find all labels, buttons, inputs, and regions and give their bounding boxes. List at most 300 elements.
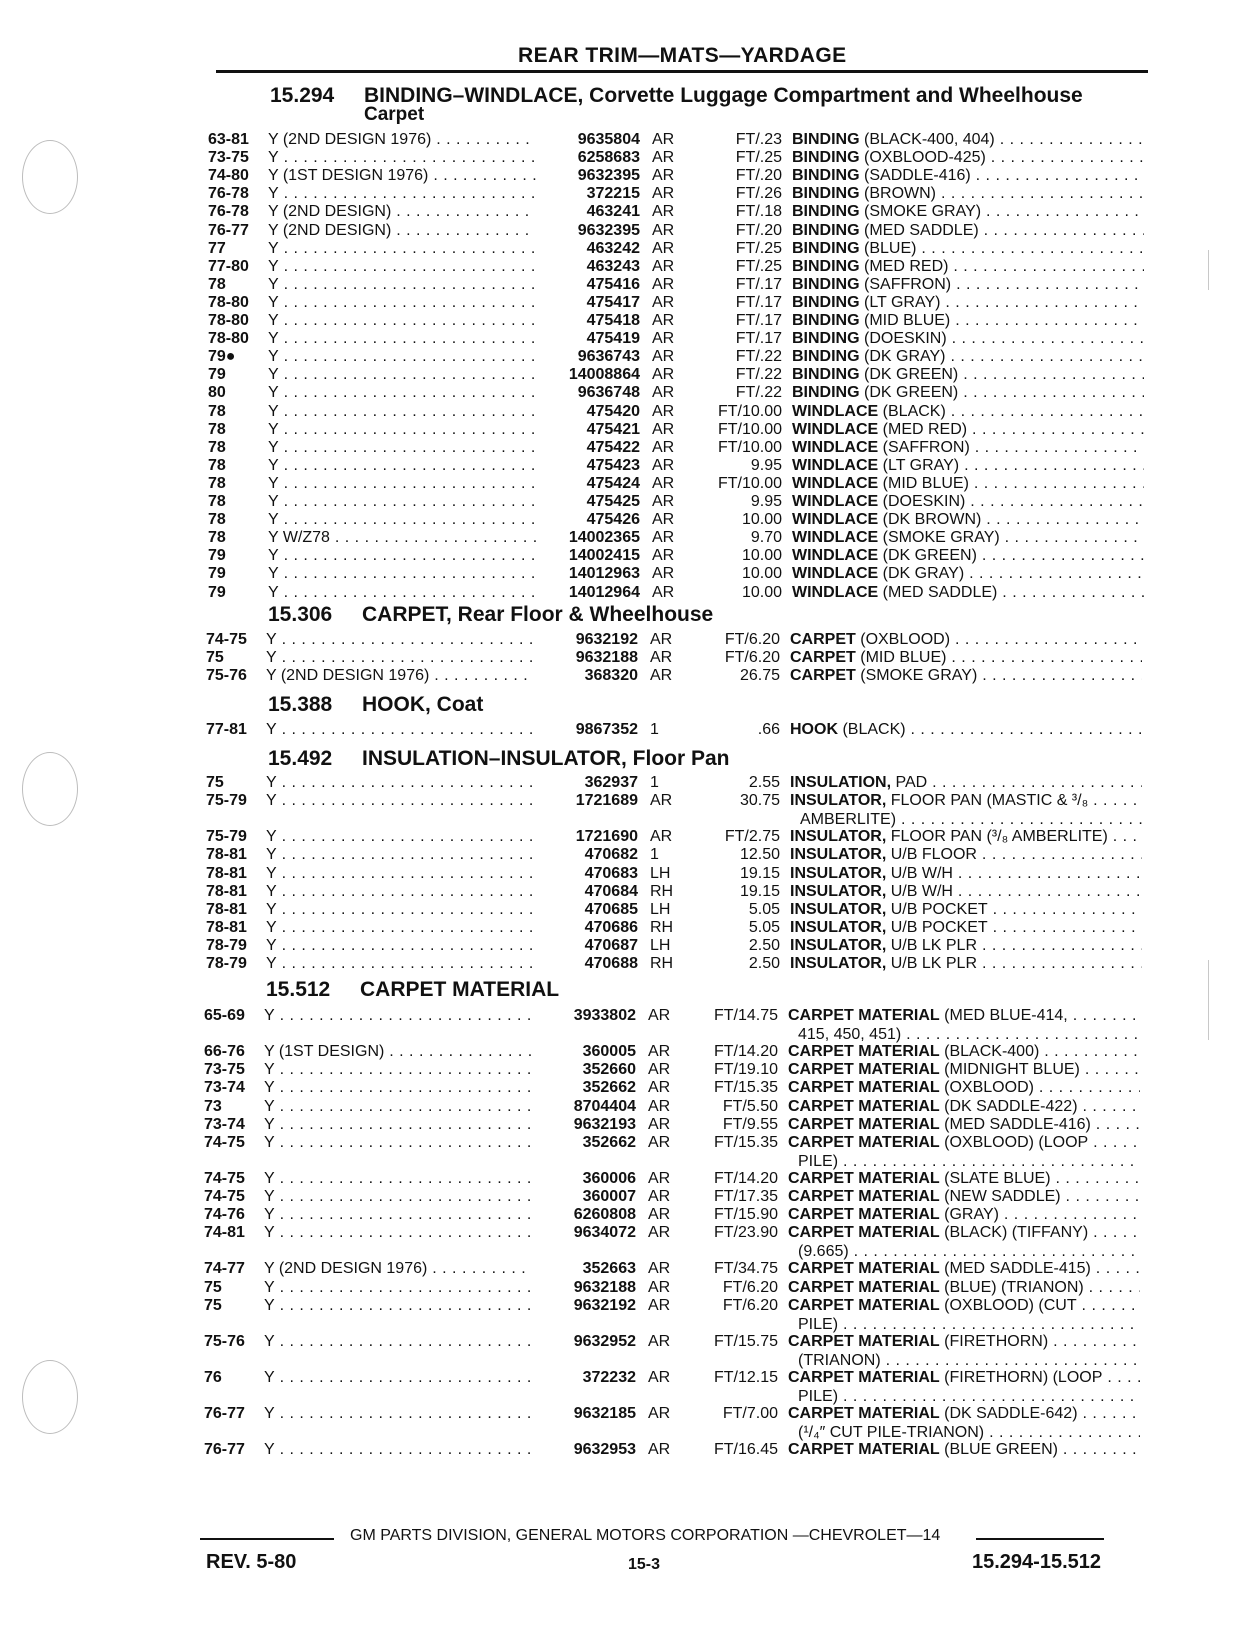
part-name-keyword: BINDING bbox=[792, 149, 860, 167]
part-name bbox=[792, 546, 1144, 565]
quantity: AR bbox=[652, 493, 675, 510]
quantity: AR bbox=[650, 792, 673, 810]
part-name-spec: (BLACK-400, 404) bbox=[864, 131, 995, 148]
quantity: AR bbox=[652, 131, 675, 148]
part-name-spec: (BLUE) (TRIANON) bbox=[944, 1278, 1084, 1296]
part-name-spec: (DK GRAY) bbox=[864, 348, 946, 366]
part-number: 9632188 bbox=[573, 1278, 636, 1296]
part-name bbox=[788, 1133, 1140, 1152]
part-name-keyword: CARPET MATERIAL bbox=[788, 1061, 940, 1079]
part-name bbox=[788, 1187, 1140, 1206]
binder-hole-mark bbox=[22, 140, 78, 214]
part-name-keyword: CARPET MATERIAL bbox=[788, 1097, 940, 1115]
part-name-keyword: BINDING bbox=[792, 275, 860, 293]
price: FT/34.75 bbox=[713, 1260, 778, 1278]
part-name bbox=[792, 474, 1144, 493]
part-name-keyword: BINDING bbox=[792, 366, 860, 384]
part-name bbox=[792, 130, 1144, 149]
quantity: AR bbox=[650, 828, 673, 846]
quantity: AR bbox=[652, 583, 675, 601]
price: FT/19.10 bbox=[713, 1061, 778, 1079]
model-years: 79● bbox=[208, 348, 236, 366]
part-name-keyword: WINDLACE bbox=[792, 493, 879, 510]
part-name-keyword: CARPET MATERIAL bbox=[788, 1115, 940, 1133]
part-name bbox=[792, 202, 1144, 221]
part-name-keyword: CARPET MATERIAL bbox=[788, 1369, 940, 1386]
part-number: 475418 bbox=[586, 312, 640, 329]
model-years: 77-80 bbox=[208, 257, 249, 275]
usage-description: Y . . . bbox=[264, 1205, 532, 1224]
part-name-keyword: CARPET MATERIAL bbox=[788, 1188, 940, 1205]
part-row bbox=[204, 1060, 1144, 1079]
section-heading bbox=[268, 747, 730, 771]
part-name bbox=[792, 510, 1144, 529]
part-row bbox=[206, 666, 1146, 685]
part-name bbox=[788, 1259, 1140, 1278]
part-row bbox=[206, 882, 1146, 901]
quantity: AR bbox=[652, 366, 675, 384]
part-row bbox=[204, 1278, 1144, 1297]
model-years: 78-80 bbox=[208, 312, 249, 329]
model-years: 77 bbox=[208, 239, 226, 257]
part-name-keyword: CARPET MATERIAL bbox=[788, 1441, 940, 1459]
part-number: 1721690 bbox=[575, 828, 638, 846]
part-name-spec: (SMOKE GRAY) bbox=[882, 529, 1000, 547]
part-name-keyword: INSULATION, bbox=[790, 774, 892, 791]
usage-description: Y . . . bbox=[266, 648, 534, 667]
part-name-continued: PILE) . . . bbox=[798, 1152, 1140, 1171]
part-number: 372215 bbox=[586, 185, 640, 203]
part-number: 1721689 bbox=[575, 792, 638, 810]
part-name-spec: (MED RED) bbox=[882, 420, 968, 438]
quantity: AR bbox=[648, 1133, 671, 1151]
usage-description: Y . . . bbox=[268, 311, 536, 330]
usage-description: Y (2ND DESIGN 1976) . . . bbox=[264, 1259, 532, 1278]
part-number: 352660 bbox=[582, 1061, 636, 1079]
footer-revision: REV. 5-80 bbox=[206, 1551, 297, 1573]
quantity: AR bbox=[648, 1115, 671, 1133]
quantity: AR bbox=[652, 529, 675, 547]
price: FT/.23 bbox=[735, 131, 782, 148]
part-name bbox=[788, 1042, 1140, 1061]
part-row bbox=[208, 130, 1148, 149]
part-row bbox=[204, 1187, 1144, 1206]
price: 12.50 bbox=[739, 846, 780, 864]
part-row bbox=[208, 546, 1148, 565]
usage-description: Y (2ND DESIGN 1976) . . . bbox=[266, 666, 534, 685]
part-name-continued: (¹/₄″ CUT PILE-TRIANON) . . . bbox=[798, 1423, 1140, 1442]
part-name-spec: (MED SADDLE-416) bbox=[944, 1115, 1091, 1133]
part-row bbox=[204, 1259, 1144, 1278]
quantity: 1 bbox=[650, 774, 659, 791]
model-years: 78 bbox=[208, 402, 226, 420]
part-number: 14012963 bbox=[568, 565, 640, 583]
part-name-spec: U/B W/H bbox=[890, 864, 953, 882]
quantity: AR bbox=[652, 330, 675, 348]
price: FT/.20 bbox=[735, 167, 782, 185]
model-years: 78 bbox=[208, 438, 226, 456]
quantity: AR bbox=[648, 1224, 671, 1242]
price: 2.50 bbox=[748, 955, 780, 972]
part-name bbox=[792, 492, 1144, 511]
usage-description: Y . . . bbox=[268, 383, 536, 402]
part-name-spec: U/B FLOOR bbox=[890, 846, 977, 864]
usage-description: Y . . . bbox=[264, 1404, 532, 1423]
price: 9.70 bbox=[750, 529, 782, 547]
footer-corp: GM PARTS DIVISION, GENERAL MOTORS CORPORATION —CHEVROLET—14 bbox=[350, 1527, 941, 1544]
model-years: 75 bbox=[204, 1278, 222, 1296]
part-row bbox=[206, 845, 1146, 864]
part-number: 8704404 bbox=[573, 1097, 636, 1115]
part-name-keyword: CARPET MATERIAL bbox=[788, 1278, 940, 1296]
part-name bbox=[792, 275, 1144, 294]
model-years: 76-77 bbox=[204, 1405, 245, 1423]
price: FT/17.35 bbox=[713, 1188, 778, 1205]
part-row bbox=[208, 275, 1148, 294]
price: FT/15.90 bbox=[713, 1206, 778, 1224]
usage-description: Y . . . bbox=[264, 1278, 532, 1297]
quantity: AR bbox=[648, 1405, 671, 1423]
part-name-keyword: INSULATOR, bbox=[790, 955, 887, 972]
section-heading bbox=[268, 603, 713, 627]
part-name-keyword: BINDING bbox=[792, 167, 860, 185]
model-years: 78-81 bbox=[206, 846, 247, 864]
part-name-keyword: BINDING bbox=[792, 131, 860, 148]
part-number: 9632395 bbox=[577, 221, 640, 239]
part-name bbox=[792, 528, 1144, 547]
part-name-keyword: WINDLACE bbox=[792, 565, 879, 583]
part-name-keyword: WINDLACE bbox=[792, 474, 879, 492]
price: FT/.17 bbox=[735, 275, 782, 293]
usage-description: Y . . . bbox=[268, 275, 536, 294]
part-number: 9632192 bbox=[573, 1296, 636, 1314]
usage-description: Y . . . bbox=[268, 474, 536, 493]
part-name bbox=[792, 166, 1144, 185]
part-number: 470682 bbox=[584, 846, 638, 864]
price: 5.05 bbox=[748, 918, 780, 936]
model-years: 76 bbox=[204, 1369, 222, 1386]
part-row bbox=[204, 1440, 1144, 1459]
model-years: 78 bbox=[208, 529, 226, 547]
part-name bbox=[788, 1006, 1140, 1025]
price: 2.50 bbox=[748, 936, 780, 954]
part-name-spec: (BLACK) (TIFFANY) bbox=[944, 1224, 1089, 1242]
part-row bbox=[206, 864, 1146, 883]
quantity: AR bbox=[650, 649, 673, 667]
price: 19.15 bbox=[739, 882, 780, 900]
part-name-keyword: CARPET MATERIAL bbox=[788, 1296, 940, 1314]
part-name bbox=[792, 583, 1144, 602]
part-number: 470685 bbox=[584, 900, 638, 918]
usage-description: Y . . . bbox=[266, 791, 534, 810]
part-number: 463242 bbox=[586, 239, 640, 257]
part-name-keyword: WINDLACE bbox=[792, 529, 879, 547]
part-name bbox=[788, 1060, 1140, 1079]
part-row bbox=[204, 1006, 1144, 1043]
part-name-spec: (BROWN) bbox=[864, 185, 936, 203]
model-years: 74-77 bbox=[204, 1260, 245, 1278]
part-name-keyword: CARPET MATERIAL bbox=[788, 1169, 940, 1187]
part-row bbox=[208, 438, 1148, 457]
part-number: 362937 bbox=[584, 774, 638, 791]
part-number: 9632192 bbox=[575, 631, 638, 648]
quantity: AR bbox=[652, 547, 675, 565]
part-row bbox=[204, 1205, 1144, 1224]
section-title: CARPET MATERIAL bbox=[360, 978, 560, 1001]
quantity: AR bbox=[652, 402, 675, 420]
part-row bbox=[204, 1223, 1144, 1261]
part-name-continued: PILE) . . . bbox=[798, 1387, 1140, 1406]
part-name bbox=[792, 184, 1144, 203]
price: FT/7.00 bbox=[722, 1405, 778, 1423]
part-name-spec: U/B W/H bbox=[890, 882, 953, 900]
part-name-spec: (BLUE GREEN) bbox=[944, 1441, 1058, 1459]
part-name-spec: (DK GREEN) bbox=[882, 547, 977, 565]
quantity: AR bbox=[652, 511, 675, 529]
part-number: 470683 bbox=[584, 864, 638, 882]
part-name-spec: (DK BROWN) bbox=[882, 511, 982, 529]
quantity: LH bbox=[650, 864, 671, 882]
part-name-keyword: WINDLACE bbox=[792, 420, 879, 438]
part-row bbox=[204, 1169, 1144, 1188]
part-number: 352662 bbox=[582, 1133, 636, 1151]
part-name-keyword: CARPET MATERIAL bbox=[788, 1079, 940, 1097]
part-name bbox=[788, 1368, 1140, 1387]
usage-description: Y . . . bbox=[268, 184, 536, 203]
part-name-spec: U/B POCKET bbox=[890, 918, 988, 936]
part-name bbox=[788, 1078, 1140, 1097]
part-name bbox=[790, 882, 1142, 901]
usage-description: Y . . . bbox=[268, 420, 536, 439]
part-name-spec: (SLATE BLUE) bbox=[944, 1169, 1051, 1187]
price: 5.05 bbox=[748, 900, 780, 918]
price: FT/10.00 bbox=[717, 438, 782, 456]
part-number: 9634072 bbox=[573, 1224, 636, 1242]
price: FT/.17 bbox=[735, 293, 782, 311]
part-number: 9632395 bbox=[577, 167, 640, 185]
page-header: REAR TRIM—MATS—YARDAGE bbox=[518, 44, 847, 67]
model-years: 78-81 bbox=[206, 900, 247, 918]
quantity: AR bbox=[652, 438, 675, 456]
part-name-keyword: CARPET MATERIAL bbox=[788, 1332, 940, 1350]
quantity: 1 bbox=[650, 721, 659, 738]
part-name-keyword: CARPET MATERIAL bbox=[788, 1043, 940, 1061]
price: FT/14.20 bbox=[713, 1169, 778, 1187]
part-row bbox=[206, 936, 1146, 955]
price: 10.00 bbox=[741, 583, 782, 601]
part-name bbox=[788, 1296, 1140, 1315]
part-row bbox=[208, 528, 1148, 547]
price: FT/14.20 bbox=[713, 1043, 778, 1061]
part-number: 9632952 bbox=[573, 1332, 636, 1350]
part-name bbox=[792, 420, 1144, 439]
price: FT/6.20 bbox=[724, 649, 780, 667]
usage-description: Y (1ST DESIGN 1976) . . . bbox=[268, 166, 536, 185]
part-name-keyword: INSULATOR, bbox=[790, 882, 887, 900]
price: FT/15.35 bbox=[713, 1133, 778, 1151]
part-number: 9632188 bbox=[575, 649, 638, 667]
price: 10.00 bbox=[741, 547, 782, 565]
price: FT/9.55 bbox=[722, 1115, 778, 1133]
part-number: 475421 bbox=[586, 420, 640, 438]
model-years: 75 bbox=[204, 1296, 222, 1314]
model-years: 75 bbox=[206, 649, 224, 667]
part-name-keyword: BINDING bbox=[792, 348, 860, 366]
part-row bbox=[204, 1368, 1144, 1405]
model-years: 78-79 bbox=[206, 955, 247, 972]
part-name bbox=[790, 845, 1142, 864]
usage-description: Y . . . bbox=[268, 564, 536, 583]
part-name-continued: 415, 450, 451) . . . bbox=[798, 1025, 1140, 1044]
part-number: 360006 bbox=[582, 1169, 636, 1187]
part-row bbox=[206, 773, 1146, 792]
part-name-spec: (FIRETHORN) bbox=[944, 1332, 1049, 1350]
quantity: AR bbox=[648, 1260, 671, 1278]
model-years: 76-77 bbox=[204, 1441, 245, 1459]
model-years: 79 bbox=[208, 547, 226, 565]
part-row bbox=[208, 474, 1148, 493]
part-name-spec: (OXBLOOD) bbox=[860, 631, 951, 648]
section-number: 15.388 bbox=[268, 693, 333, 716]
usage-description: Y . . . bbox=[266, 630, 534, 649]
part-number: 9632193 bbox=[573, 1115, 636, 1133]
section-title: BINDING–WINDLACE, Corvette Luggage Compartment and Wheelhouse bbox=[364, 84, 1083, 107]
quantity: 1 bbox=[650, 846, 659, 864]
part-name bbox=[790, 720, 1142, 739]
part-name bbox=[788, 1332, 1140, 1351]
quantity: AR bbox=[648, 1169, 671, 1187]
part-number: 6258683 bbox=[577, 149, 640, 167]
model-years: 75-79 bbox=[206, 792, 247, 810]
usage-description: Y (1ST DESIGN) . . . bbox=[264, 1042, 532, 1061]
part-name-keyword: CARPET MATERIAL bbox=[788, 1260, 940, 1278]
model-years: 78 bbox=[208, 474, 226, 492]
part-row bbox=[208, 583, 1148, 602]
model-years: 78-81 bbox=[206, 864, 247, 882]
part-row bbox=[208, 221, 1148, 240]
model-years: 75-79 bbox=[206, 828, 247, 846]
part-number: 352663 bbox=[582, 1260, 636, 1278]
part-name-spec: (LT GRAY) bbox=[864, 293, 941, 311]
part-number: 6260808 bbox=[573, 1206, 636, 1224]
model-years: 78-80 bbox=[208, 330, 249, 348]
part-name-keyword: INSULATOR, bbox=[790, 828, 887, 846]
part-name bbox=[790, 630, 1142, 649]
price: 10.00 bbox=[741, 511, 782, 529]
usage-description: Y . . . bbox=[264, 1097, 532, 1116]
part-name-keyword: CARPET MATERIAL bbox=[788, 1206, 940, 1224]
usage-description: Y . . . bbox=[264, 1332, 532, 1351]
usage-description: Y . . . bbox=[264, 1133, 532, 1152]
part-name bbox=[790, 791, 1142, 810]
part-row bbox=[208, 257, 1148, 276]
part-row bbox=[208, 148, 1148, 167]
part-name-keyword: WINDLACE bbox=[792, 438, 879, 456]
part-name-spec: PAD bbox=[895, 774, 928, 791]
part-name-spec: (DOESKIN) bbox=[864, 330, 947, 348]
part-name bbox=[792, 438, 1144, 457]
part-name-spec: (LT GRAY) bbox=[882, 456, 960, 474]
part-row bbox=[206, 630, 1146, 649]
model-years: 78 bbox=[208, 493, 226, 510]
model-years: 74-80 bbox=[208, 167, 249, 185]
usage-description: Y . . . bbox=[266, 882, 534, 901]
price: 9.95 bbox=[750, 493, 782, 510]
model-years: 78-79 bbox=[206, 936, 247, 954]
part-row bbox=[208, 202, 1148, 221]
quantity: AR bbox=[652, 149, 675, 167]
part-name-keyword: BINDING bbox=[792, 312, 860, 329]
part-name bbox=[792, 311, 1144, 330]
part-name-spec: (SMOKE GRAY) bbox=[864, 203, 982, 221]
model-years: 79 bbox=[208, 565, 226, 583]
usage-description: Y . . . bbox=[264, 1060, 532, 1079]
part-name-spec: (DK SADDLE-642) bbox=[944, 1405, 1078, 1423]
part-name bbox=[788, 1097, 1140, 1116]
usage-description: Y . . . bbox=[264, 1296, 532, 1315]
part-row bbox=[206, 720, 1146, 739]
binder-hole-mark bbox=[22, 752, 78, 826]
part-name bbox=[788, 1205, 1140, 1224]
price: 19.15 bbox=[739, 864, 780, 882]
part-number: 475423 bbox=[586, 456, 640, 474]
part-name-keyword: CARPET bbox=[790, 649, 856, 667]
part-name-spec: FLOOR PAN (³/₈ AMBERLITE) bbox=[890, 828, 1108, 846]
part-name-spec: (SAFFRON) bbox=[864, 275, 952, 293]
quantity: AR bbox=[648, 1206, 671, 1224]
usage-description: Y . . . bbox=[266, 720, 534, 739]
quantity: AR bbox=[652, 348, 675, 366]
part-row bbox=[208, 564, 1148, 583]
quantity: AR bbox=[652, 384, 675, 402]
part-name bbox=[788, 1440, 1140, 1459]
usage-description: Y . . . bbox=[268, 148, 536, 167]
model-years: 63-81 bbox=[208, 131, 249, 148]
part-name-spec: (SAFFRON) bbox=[882, 438, 970, 456]
price: FT/.18 bbox=[735, 203, 782, 221]
price: FT/.20 bbox=[735, 221, 782, 239]
part-row bbox=[206, 918, 1146, 937]
part-name-spec: FLOOR PAN (MASTIC & ³/₈ bbox=[890, 792, 1089, 810]
usage-description: Y . . . bbox=[264, 1368, 532, 1387]
price: FT/6.20 bbox=[722, 1296, 778, 1314]
quantity: AR bbox=[652, 474, 675, 492]
model-years: 75 bbox=[206, 774, 224, 791]
part-number: 360005 bbox=[582, 1043, 636, 1061]
usage-description: Y . . . bbox=[268, 492, 536, 511]
part-row bbox=[208, 293, 1148, 312]
footer-rule-right bbox=[976, 1538, 1104, 1540]
part-name-keyword: INSULATOR, bbox=[790, 900, 887, 918]
usage-description: Y . . . bbox=[266, 773, 534, 792]
price: FT/.22 bbox=[735, 348, 782, 366]
quantity: RH bbox=[650, 882, 674, 900]
usage-description: Y (2ND DESIGN) . . . bbox=[268, 202, 536, 221]
part-name-keyword: BINDING bbox=[792, 239, 860, 257]
part-row bbox=[208, 402, 1148, 421]
part-name-keyword: INSULATOR, bbox=[790, 792, 887, 810]
part-name-keyword: BINDING bbox=[792, 185, 860, 203]
quantity: AR bbox=[652, 275, 675, 293]
usage-description: Y (2ND DESIGN 1976) . . . bbox=[268, 130, 536, 149]
price: FT/6.20 bbox=[724, 631, 780, 648]
model-years: 78 bbox=[208, 456, 226, 474]
part-name-keyword: CARPET MATERIAL bbox=[788, 1133, 940, 1151]
quantity: AR bbox=[648, 1079, 671, 1097]
usage-description: Y . . . bbox=[266, 845, 534, 864]
usage-description: Y . . . bbox=[264, 1078, 532, 1097]
section-number: 15.492 bbox=[268, 747, 333, 770]
